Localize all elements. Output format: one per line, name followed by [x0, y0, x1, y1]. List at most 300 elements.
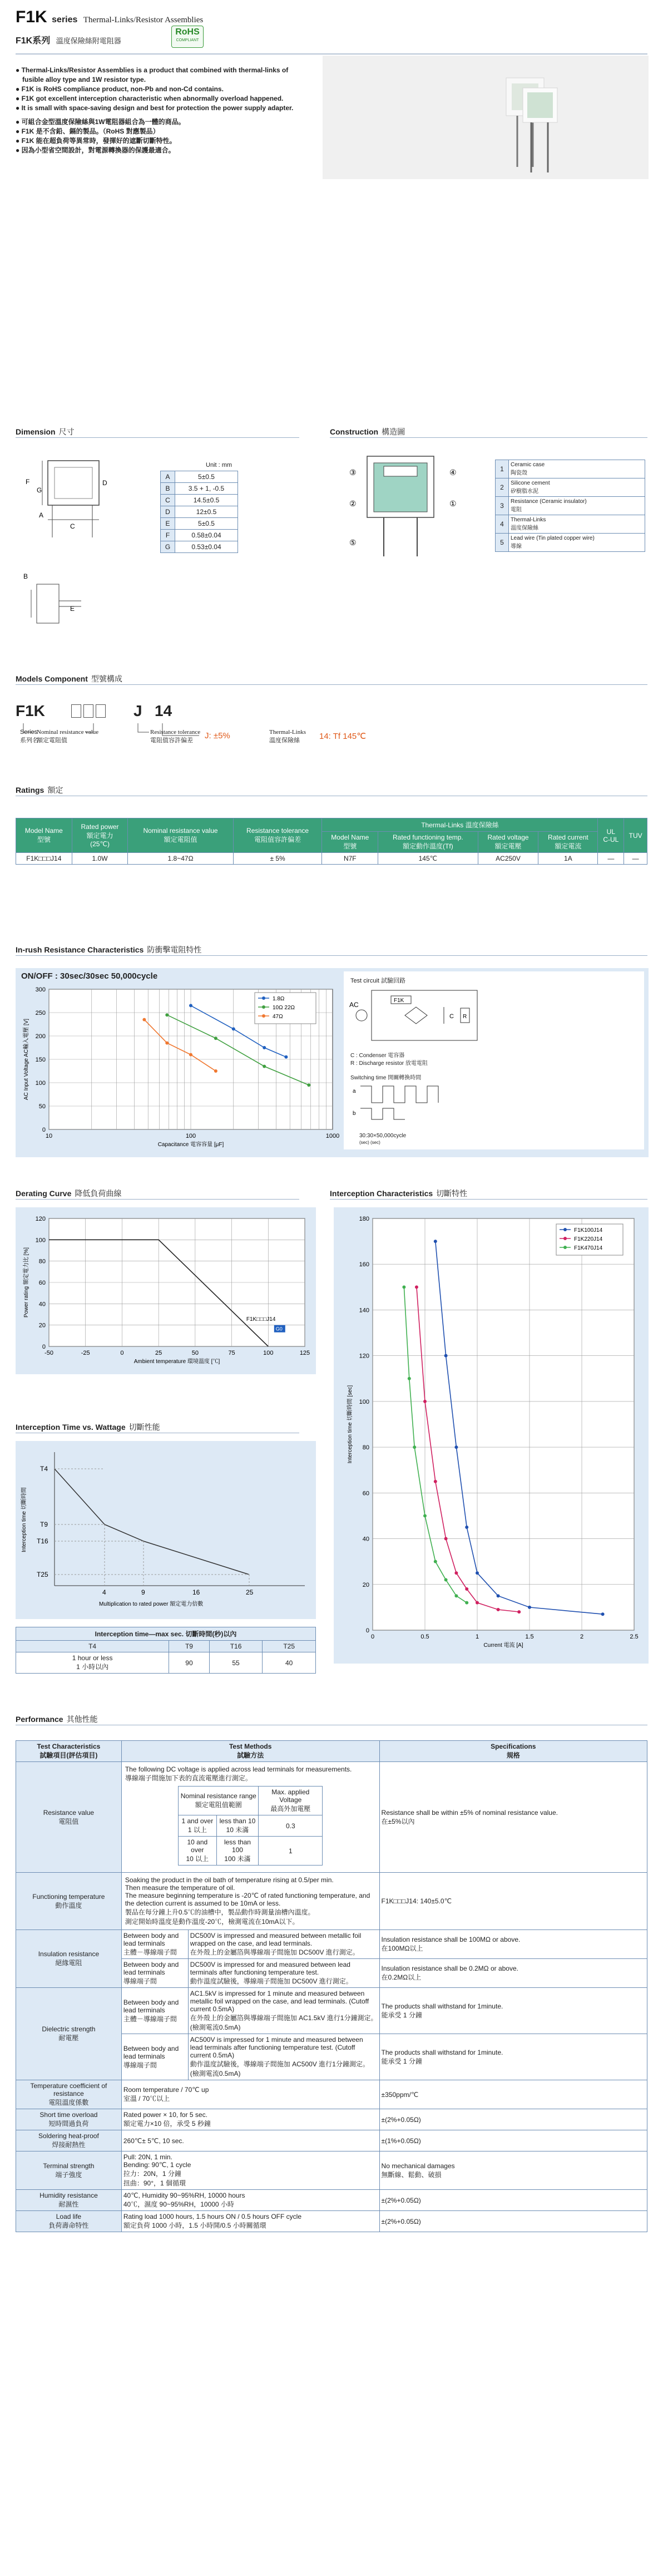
y-tick-label: 120	[35, 1216, 46, 1222]
it-col-t16: T16	[209, 1641, 263, 1652]
models-rule	[16, 684, 647, 685]
dim-row	[161, 506, 238, 518]
data-point	[528, 1606, 531, 1609]
dim-key: C	[161, 495, 175, 506]
construction-item	[496, 515, 645, 534]
performance-table	[16, 1740, 647, 2232]
perf-row-method: Pull: 20N, 1 min. Bending: 90℃, 1 cycle 拉力：20N，1 分鐘 扭曲：90°，1 個循環	[121, 2151, 379, 2190]
intro-zh-3: ● F1K 能在超負荷等異常時，發揮好的遮斷切斷特性。	[16, 137, 176, 145]
x-axis-label: Ambient temperature 環境溫度 [℃]	[133, 1359, 220, 1365]
dim-value: 0.58±0.04	[175, 530, 238, 541]
rating-cell: 145℃	[378, 853, 478, 865]
intercept-char-title: Interception Characteristics 切斷特性	[330, 1189, 468, 1198]
construction-marker-1: ①	[449, 499, 457, 508]
inrush-rule	[16, 955, 647, 956]
perf-ir-a-spec: Insulation resistance shall be 100MΩ or above. 在100MΩ以上	[379, 1930, 647, 1959]
rohs-badge	[171, 26, 204, 48]
perf-row-spec: No mechanical damages 無斷線、鬆動、破損	[379, 2151, 647, 2190]
intro-en-2: ● F1K is RoHS compliance product, non-Pb and non-Cd contains.	[16, 85, 224, 93]
perf-rv-spec: Resistance shall be within ±5% of nominal resistance value. 在±5%以內	[379, 1762, 647, 1873]
it-ylabel-t16: T16	[37, 1537, 48, 1545]
it-col-t25: T25	[263, 1641, 316, 1652]
construction-num: 4	[496, 515, 509, 534]
dim-row	[161, 530, 238, 541]
construction-item	[496, 534, 645, 552]
construction-item	[496, 497, 645, 515]
x-tick-label: 100	[263, 1350, 274, 1356]
legend-label: F1K470J14	[574, 1245, 603, 1251]
dim-value: 12±0.5	[175, 506, 238, 518]
dim-key: E	[161, 518, 175, 530]
dimension-table	[160, 471, 238, 553]
data-point	[476, 1601, 479, 1605]
data-point	[476, 1571, 479, 1575]
perf-row-name: Short time overload 短時間過負荷	[16, 2109, 122, 2130]
models-title: Models Component 型號構成	[16, 674, 122, 683]
intro-en-4: ● It is small with space-saving design and best for protection the power supply adapter.	[16, 104, 294, 112]
perf-ds-b-method: AC500V is impressed for 1 minute and measured between lead terminals after functioning temperature test. (Cutoff current 0.5mA) 動作溫度試驗後，導線端子間施加 AC500V 進行1分鐘測定。(檢測電流0.5mA)	[188, 2034, 379, 2080]
data-point	[465, 1601, 468, 1605]
dimension-title: Dimension 尺寸	[16, 427, 75, 436]
rt-h-tl-curr: Rated current 額定電流	[538, 832, 598, 853]
y-axis-label: Interception time 切斷時間 [sec]	[347, 1385, 353, 1464]
rt-h-model: Model Name 型號	[16, 818, 72, 853]
it-col-t4: T4	[16, 1641, 169, 1652]
rating-cell: F1K□□□J14	[16, 853, 72, 865]
dim-row	[161, 483, 238, 495]
perf-h1: Test Characteristics 試驗項目(評估項目)	[16, 1741, 122, 1762]
switching-waveform	[349, 1080, 488, 1131]
y-tick-label: 60	[362, 1490, 369, 1497]
data-point	[434, 1560, 437, 1563]
legend-label: 10Ω 22Ω	[273, 1005, 295, 1011]
rt-h-ul: UL C-UL	[598, 818, 624, 853]
data-point	[465, 1526, 468, 1529]
dim-value: 5±0.5	[175, 518, 238, 530]
title-zh-line	[16, 33, 121, 46]
dim-key: F	[161, 530, 175, 541]
x-tick-label: 2.5	[630, 1634, 639, 1640]
dim-row	[161, 495, 238, 506]
construction-title: Construction 構造圖	[330, 427, 405, 436]
y-tick-label: 100	[35, 1237, 46, 1244]
dim-key: A	[161, 471, 175, 483]
x-tick-label: 0	[120, 1350, 124, 1356]
perf-row-name: Terminal strength 端子強度	[16, 2151, 122, 2190]
x-tick-label: 75	[228, 1350, 235, 1356]
switching-note: 30:30×50,000cycle	[359, 1133, 407, 1139]
data-point	[402, 1285, 405, 1289]
legend-marker	[563, 1228, 567, 1231]
intro-zh-4: ● 因為小型省空間設計，對電源轉換器的保護最適合。	[16, 146, 175, 154]
dim-label-b: B	[23, 573, 28, 580]
perf-row-method: Rating load 1000 hours, 1.5 hours ON / 0.5 hours OFF cycle 額定負荷 1000 小時，1.5 小時開/0.5 小時關循環	[121, 2211, 379, 2232]
perf-h3: Specifications 規格	[379, 1741, 647, 1762]
rating-cell: 1.0W	[72, 853, 128, 865]
header-rule	[16, 53, 647, 55]
dim-value: 3.5 + 1, -0.5	[175, 483, 238, 495]
circuit-r-note: R : Discharge resistor 放電電阻	[350, 1060, 428, 1067]
circuit-f1k: F1K	[394, 998, 404, 1004]
construction-num: 3	[496, 497, 509, 515]
data-point	[263, 1046, 266, 1049]
it-ylabel-t9: T9	[40, 1521, 48, 1528]
intro-en-3: ● F1K got excellent interception characteristic when abnormally overload happened.	[16, 95, 284, 102]
x-tick-label: -25	[81, 1350, 90, 1356]
rt-h-tl-volt: Rated voltage 額定電壓	[478, 832, 538, 853]
data-point	[423, 1514, 427, 1517]
it-xlabel-25: 25	[246, 1588, 254, 1596]
x-tick-label: 1	[475, 1634, 479, 1640]
construction-marker-2: ②	[349, 499, 357, 508]
dim-label-d: D	[102, 479, 107, 487]
title-zh: 溫度保險絲附電阻器	[56, 37, 121, 45]
data-point	[517, 1610, 521, 1613]
it-table-title: Interception time—max sec. 切斷時間(秒)以內	[16, 1627, 316, 1641]
x-tick-label: 10	[45, 1133, 53, 1139]
dim-label-g: G	[37, 486, 42, 494]
it-val-t25: 40	[263, 1652, 316, 1674]
dim-row	[161, 518, 238, 530]
dim-value: 14.5±0.5	[175, 495, 238, 506]
rating-cell: 1A	[538, 853, 598, 865]
svg-text:b: b	[353, 1111, 356, 1117]
x-tick-label: 125	[299, 1350, 310, 1356]
perf-row-name: Humidity resistance 耐濕性	[16, 2190, 122, 2211]
rating-row	[16, 853, 647, 865]
dim-label-e: E	[70, 605, 75, 613]
dim-label-c: C	[70, 522, 75, 530]
perf-rv-method: The following DC voltage is applied across lead terminals for measurements. 導線端子間施加下表的直流電壓進行測定。 Nominal resistance range 額定電阻值範圍 Max. applied Voltage 最高外加電壓 1 and over 1 以上 less than 10 10 未滿 0.3 10 and over 10 以上 less than 100 100 未滿 1	[121, 1762, 379, 1873]
rating-cell: ± 5%	[233, 853, 322, 865]
derating-badge-text: G0	[275, 1326, 283, 1332]
intro-zh-2: ● F1K 是不含鉛、鎘的製品。（RoHS 對應製品）	[16, 127, 160, 135]
y-tick-label: 60	[38, 1280, 46, 1286]
perf-ir-a-method: DC500V is impressed and measured between metallic foil wrapped on the case, and lead terminals. 在外殼上的金屬箔與導線端子間施加 DC500V 進行測定。	[188, 1930, 379, 1959]
perf-row-method: 40℃, Humidity 90~95%RH, 10000 hours 40℃，濕度 90~95%RH，10000 小時	[121, 2190, 379, 2211]
construction-num: 5	[496, 534, 509, 552]
model-box-1	[71, 704, 81, 718]
data-point	[165, 1013, 169, 1016]
rt-h-nominal: Nominal resistance value 額定電阻值	[128, 818, 233, 853]
y-tick-label: 150	[35, 1057, 46, 1063]
inrush-panel	[16, 968, 649, 1157]
construction-marker-4: ④	[449, 468, 457, 477]
it-xlabel-9: 9	[141, 1588, 145, 1596]
legend-marker	[563, 1237, 567, 1240]
svg-text:a: a	[353, 1088, 356, 1094]
y-tick-label: 100	[359, 1398, 369, 1405]
perf-ds-a-spec: The products shall withstand for 1minute. 能承受 1 分鐘	[379, 1988, 647, 2034]
y-tick-label: 40	[362, 1536, 369, 1543]
legend-marker	[563, 1246, 567, 1249]
perf-ds-name: Dielectric strength 耐電壓	[16, 1988, 122, 2080]
x-tick-label: 50	[191, 1350, 199, 1356]
data-point	[454, 1571, 458, 1575]
circuit-c-note: C : Condenser 電容器	[350, 1053, 405, 1059]
y-tick-label: 120	[359, 1353, 369, 1360]
test-circuit-diagram	[349, 985, 488, 1046]
rt-h-power: Rated power 額定電力 (25℃)	[72, 818, 128, 853]
construction-text: Thermal-Links 溫度保險絲	[509, 515, 645, 534]
resistor-block-2	[523, 88, 557, 172]
y-tick-label: 200	[35, 1033, 46, 1040]
perf-row-method: Rated power × 10, for 5 sec. 額定電力×10 倍，承受 5 秒鐘	[121, 2109, 379, 2130]
data-point	[214, 1037, 217, 1040]
series-word: series	[52, 15, 78, 24]
data-point	[454, 1594, 458, 1597]
test-circuit-title: Test circuit 試驗回路	[350, 978, 406, 984]
construction-item	[496, 478, 645, 497]
rt-h-tol: Resistance tolerance 電阻值容許偏差	[233, 818, 322, 853]
title-zh-prefix: F1K系列	[16, 36, 51, 46]
data-point	[444, 1354, 448, 1358]
it-val-t4: 1 hour or less 1 小時以內	[16, 1652, 169, 1674]
it-val-t16: 55	[209, 1652, 263, 1674]
it-axis-ylabel: Interception time 切斷時間	[21, 1487, 27, 1552]
product-photo	[323, 56, 649, 179]
data-point	[444, 1578, 448, 1582]
inrush-side-panel	[344, 971, 644, 1149]
data-point	[307, 1083, 310, 1087]
data-point	[232, 1027, 235, 1030]
rating-cell: —	[598, 853, 624, 865]
construction-marker-5: ⑤	[349, 538, 357, 547]
construction-legend	[495, 460, 645, 552]
data-point	[444, 1537, 448, 1541]
intercept-time-chart	[16, 1441, 316, 1619]
rt-h-tuv: TUV	[624, 818, 647, 853]
y-tick-label: 100	[35, 1080, 46, 1087]
data-point	[284, 1055, 288, 1059]
y-tick-label: 80	[38, 1258, 46, 1265]
dim-value: 0.53±0.04	[175, 541, 238, 553]
dim-value: 5±0.5	[175, 471, 238, 483]
perf-row-method: 260℃± 5℃, 10 sec.	[121, 2130, 379, 2151]
intercept-char-rule	[330, 1199, 647, 1200]
models-series: Series 系列名	[20, 729, 38, 744]
perf-ds-b: Between body and lead terminals 導線端子間	[121, 2034, 188, 2080]
x-tick-label: -50	[44, 1350, 53, 1356]
perf-row-name: Soldering heat-proof 焊接耐熱性	[16, 2130, 122, 2151]
data-point	[189, 1004, 192, 1007]
construction-num: 2	[496, 478, 509, 497]
intercept-char-chart	[334, 1207, 649, 1664]
models-tol-value: J: ±5%	[205, 731, 230, 741]
intro-bullets	[16, 66, 305, 155]
it-axis-xlabel: Multiplication to rated power 額定電力倍數	[99, 1601, 204, 1607]
data-point	[189, 1053, 192, 1057]
y-tick-label: 0	[42, 1344, 46, 1350]
models-nominal: Nominal resistance value 額定電阻值	[37, 729, 99, 744]
intercept-time-panel	[16, 1441, 316, 1619]
x-tick-label: 0	[370, 1634, 375, 1640]
derating-panel	[16, 1207, 316, 1374]
perf-ft-method: Soaking the product in the oil bath of temperature rising at 0.5/per min. Then measure the temperature of oil. The measure beginning temperature is -20℃ of rated functioning temperature, and the detection current is assumed to be 10mA or less. 製品在每分鐘上升0.5℃的油槽中，製品動作時測量油槽內溫度。 測定開始時溫度是動作溫度-20℃，檢測電流在10mA以下。	[121, 1873, 379, 1930]
perf-row-name: Load life 負荷壽命特性	[16, 2211, 122, 2232]
legend-label: F1K220J14	[574, 1236, 603, 1242]
construction-text: Resistance (Ceramic insulator) 電阻	[509, 497, 645, 515]
it-xlabel-4: 4	[102, 1588, 106, 1596]
perf-ft-name: Functioning temperature 動作溫度	[16, 1873, 122, 1930]
dim-row	[161, 541, 238, 553]
perf-row	[16, 2080, 647, 2109]
perf-rv-subtable: Nominal resistance range 額定電阻值範圍 Max. applied Voltage 最高外加電壓 1 and over 1 以上 less than 10 10 未滿 0.3 10 and over 10 以上 less than 100 100 未滿 1	[178, 1786, 323, 1866]
x-tick-label: 100	[185, 1133, 196, 1139]
rt-h-tl-model: Model Name 型號	[322, 832, 378, 853]
perf-row	[16, 2190, 647, 2211]
switching-unit: (sec) (sec)	[359, 1140, 380, 1145]
perf-ir-name: Insulation resistance 絕緣電阻	[16, 1930, 122, 1988]
perf-row	[16, 2151, 647, 2190]
title-en: Thermal-Links/Resistor Assemblies	[83, 16, 204, 24]
perf-ds-b-spec: The products shall withstand for 1minute. 能承受 1 分鐘	[379, 2034, 647, 2080]
perf-ft-spec: F1K□□□J14: 140±5.0℃	[379, 1873, 647, 1930]
y-tick-label: 0	[42, 1127, 46, 1133]
perf-ir-b: Between body and lead terminals 導線端子間	[121, 1959, 188, 1988]
it-col-t9: T9	[169, 1641, 210, 1652]
x-tick-label: 1000	[325, 1133, 340, 1139]
inrush-subtitle: ON/OFF : 30sec/30sec 50,000cycle	[21, 971, 158, 981]
x-tick-label: 25	[155, 1350, 162, 1356]
x-axis-label: Capacitance 電容容量 [μF]	[157, 1142, 224, 1148]
perf-row	[16, 2211, 647, 2232]
y-tick-label: 180	[359, 1216, 369, 1222]
perf-row-spec: ±(2%+0.05Ω)	[379, 2109, 647, 2130]
data-point	[142, 1018, 146, 1021]
perf-ds-a: Between body and lead terminals 主體－導線端子間	[121, 1988, 188, 2034]
data-point	[434, 1240, 437, 1243]
rohs-sub: COMPLIANT	[176, 38, 199, 42]
dim-key: D	[161, 506, 175, 518]
intercept-time-title: Interception Time vs. Wattage 切斷性能	[16, 1423, 160, 1432]
construction-text: Lead wire (Tin plated copper wire) 導線	[509, 534, 645, 552]
construction-text: Silicone cement 矽樹脂水泥	[509, 478, 645, 497]
y-tick-label: 20	[38, 1322, 46, 1329]
data-point	[214, 1069, 217, 1073]
legend-marker	[262, 1014, 265, 1018]
it-ylabel-t25: T25	[37, 1571, 48, 1578]
legend-label: 1.8Ω	[273, 996, 285, 1002]
legend-label: 47Ω	[273, 1014, 283, 1020]
construction-num: 1	[496, 460, 509, 478]
construction-rule	[330, 437, 647, 438]
models-tol: Resistance tolerance 電阻值容許偏差	[150, 729, 201, 744]
svg-text:R: R	[463, 1014, 467, 1020]
data-point	[263, 1065, 266, 1068]
data-point	[497, 1608, 500, 1611]
rt-h-tl-temp: Rated functioning temp. 額定動作溫度(Tf)	[378, 832, 478, 853]
x-axis-label: Current 電流 [A]	[483, 1642, 523, 1649]
it-ylabel-t4: T4	[40, 1465, 48, 1473]
data-point	[165, 1042, 169, 1045]
intro-zh-1: ● 可組合金型溫度保險絲與1W電阻器組合為一體的商品。	[16, 118, 185, 126]
y-axis-label: Power rating 額定電力比 [%]	[23, 1247, 29, 1318]
data-point	[601, 1612, 605, 1616]
legend-marker	[262, 996, 265, 1000]
intercept-time-line	[55, 1469, 249, 1575]
y-tick-label: 40	[38, 1301, 46, 1308]
model-code-j: J	[133, 702, 142, 719]
derating-rule	[16, 1199, 299, 1200]
svg-text:C: C	[449, 1013, 454, 1020]
dim-unit: Unit : mm	[206, 462, 232, 468]
perf-row-name: Temperature coefficient of resistance 電阻溫度係數	[16, 2080, 122, 2109]
ratings-title: Ratings 額定	[16, 786, 63, 794]
data-point	[497, 1594, 500, 1597]
x-tick-label: 2	[580, 1634, 584, 1640]
derating-chart	[16, 1207, 316, 1374]
x-tick-label: 0.5	[420, 1634, 429, 1640]
y-tick-label: 160	[359, 1261, 369, 1269]
ratings-table	[16, 818, 647, 865]
data-point	[465, 1587, 468, 1591]
y-tick-label: 50	[38, 1103, 46, 1110]
intercept-time-table	[16, 1627, 316, 1674]
y-axis-label: AC Input Voltage AC輸入電壓 [V]	[23, 1018, 29, 1101]
y-tick-label: 300	[35, 986, 46, 993]
it-xlabel-16: 16	[192, 1588, 200, 1596]
dim-label-a: A	[39, 511, 44, 519]
perf-row	[16, 2130, 647, 2151]
perf-row-spec: ±(2%+0.05Ω)	[379, 2190, 647, 2211]
data-point	[415, 1285, 418, 1289]
perf-row-spec: ±(1%+0.05Ω)	[379, 2130, 647, 2151]
derating-annotation: F1K□□□J14	[246, 1316, 276, 1322]
perf-row-spec: ±(2%+0.05Ω)	[379, 2211, 647, 2232]
derating-title: Derating Curve 降低負荷曲線	[16, 1189, 122, 1198]
perf-h2: Test Methods 試驗方法	[121, 1741, 379, 1762]
dim-row	[161, 471, 238, 483]
perf-ds-a-method: AC1.5kV is impressed for 1 minute and measured between metallic foil wrapped on the case, and lead terminals. (Cutoff current 0.5mA) 在外殼上的金屬箔與導線端子間施加 AC1.5kV 進行1分鐘測定。(檢測電流0.5mA)	[188, 1988, 379, 2034]
data-point	[408, 1377, 411, 1380]
perf-rv-name: Resistance value 電阻值	[16, 1762, 122, 1873]
dimension-rule	[16, 437, 299, 438]
y-tick-label: 250	[35, 1010, 46, 1016]
data-point	[413, 1445, 416, 1449]
rating-cell: N7F	[322, 853, 378, 865]
dim-key: G	[161, 541, 175, 553]
perf-row-method: Room temperature / 70℃ up 室溫 / 70℃以上	[121, 2080, 379, 2109]
model-code-f1k: F1K	[16, 702, 45, 719]
dim-key: B	[161, 483, 175, 495]
model-box-2	[83, 704, 93, 718]
y-tick-label: 140	[359, 1307, 369, 1314]
models-tl-value: 14: Tf 145℃	[319, 732, 367, 741]
data-point	[434, 1480, 437, 1483]
data-point	[454, 1445, 458, 1449]
rating-cell: 1.8~47Ω	[128, 853, 233, 865]
perf-row-spec: ±350ppm/℃	[379, 2080, 647, 2109]
model-title: F1K	[16, 8, 47, 26]
rt-h-tl: Thermal-Links 溫度保險絲	[322, 818, 598, 832]
it-val-t9: 90	[169, 1652, 210, 1674]
construction-item	[496, 460, 645, 478]
intercept-char-panel	[334, 1207, 649, 1664]
switching-title: Switching time 開關轉換時間	[350, 1075, 422, 1081]
legend-label: F1K100J14	[574, 1227, 603, 1233]
page-header	[16, 8, 203, 27]
models-tl: Thermal-Links 溫度保險絲	[269, 729, 306, 744]
intro-en-1: ● Thermal-Links/Resistor Assemblies is a product that combined with thermal-links of fusible alloy type and 1W resistor type.	[16, 66, 289, 83]
inrush-chart	[16, 984, 349, 1156]
perf-ir-b-method: DC500V is impressed for and measured between lead terminals after functioning temperature test. 動作溫度試驗後，導線端子間施加 DC500V 進行測定。	[188, 1959, 379, 1988]
rohs-icon: RoHS	[175, 27, 200, 37]
construction-marker-3: ③	[349, 468, 357, 477]
circuit-ac: AC	[349, 1001, 359, 1009]
y-tick-label: 80	[362, 1444, 369, 1452]
plot-area	[373, 1218, 634, 1630]
